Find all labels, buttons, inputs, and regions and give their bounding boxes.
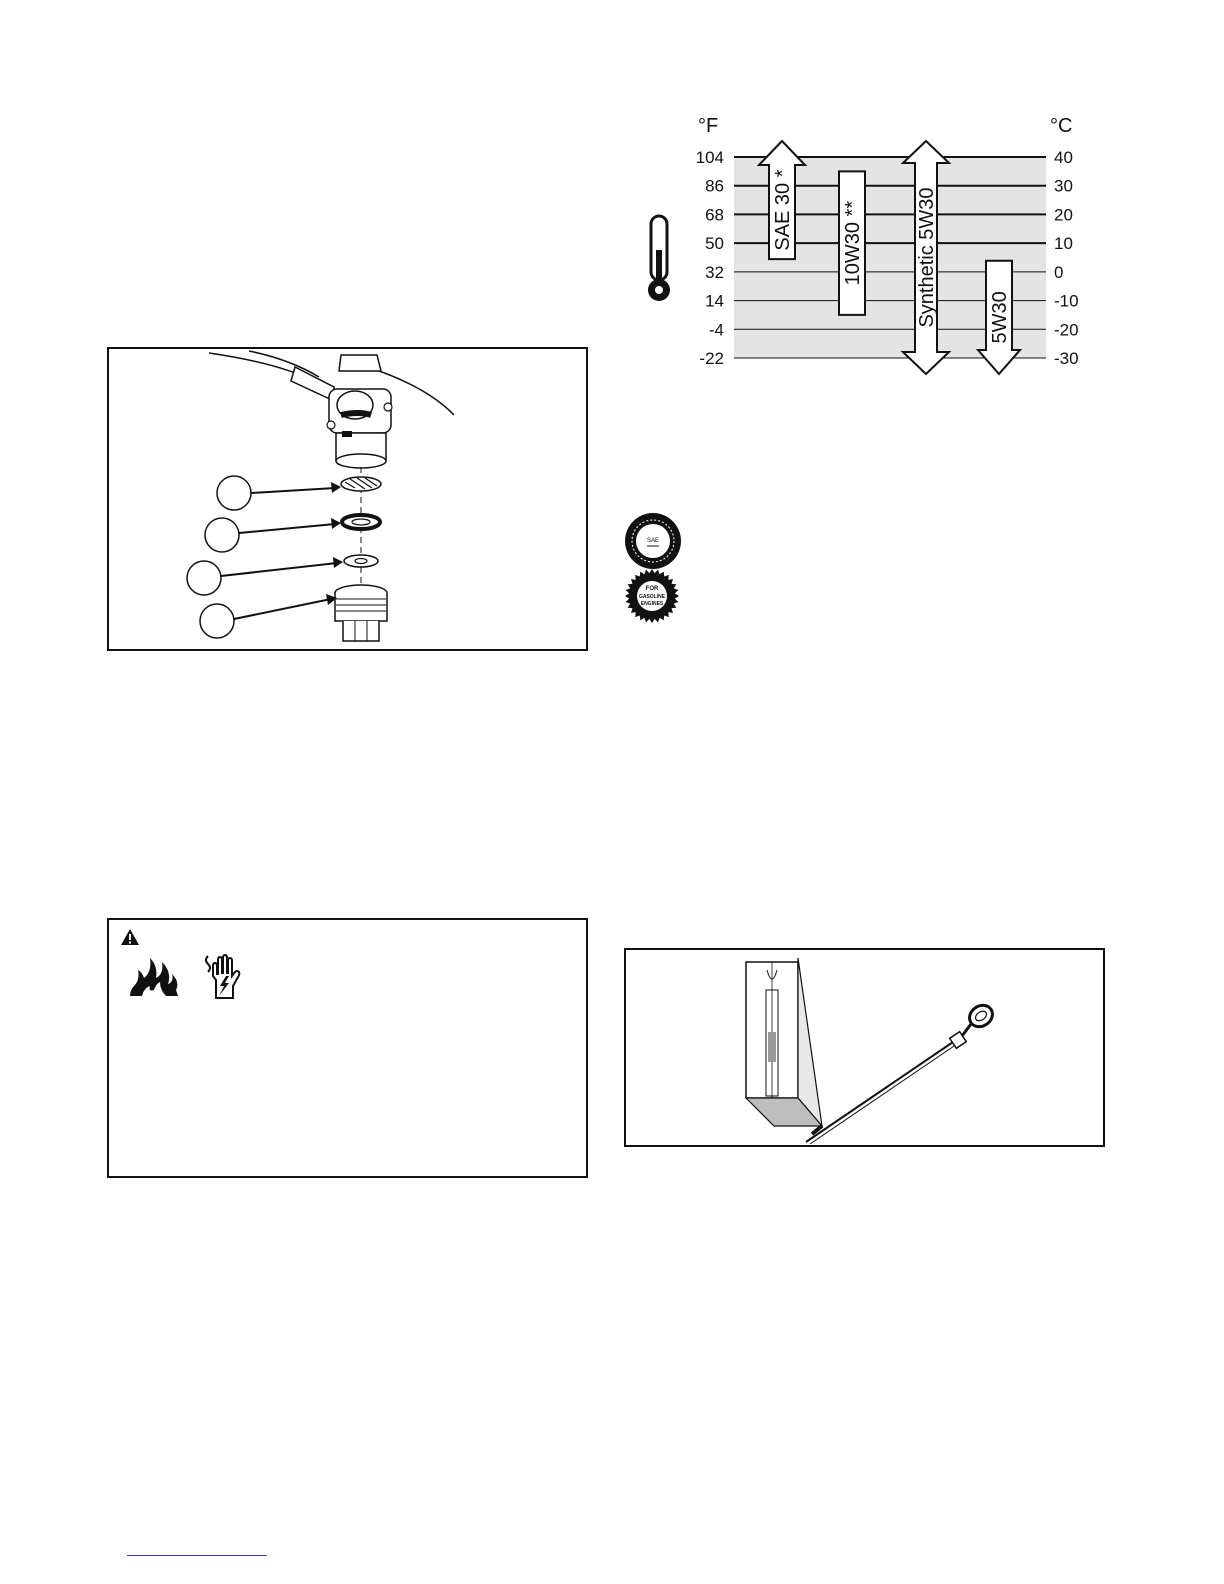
dipstick-illustration [626,950,1103,1145]
api-service-seal-icon [624,512,682,570]
api-starburst-icon [624,568,680,624]
oil-range-10w30-label: 10W30 ** [842,200,864,286]
fahrenheit-tick-label: -4 [708,320,724,340]
fahrenheit-tick-label: 104 [695,148,724,167]
dipstick-figure [624,948,1105,1147]
fahrenheit-tick-label: 86 [705,176,724,196]
oil-range-sae30-label: SAE 30 * [772,169,794,251]
celsius-tick-label: 20 [1054,205,1073,225]
thermometer-icon [648,216,670,301]
fahrenheit-tick-label: 50 [705,234,724,254]
fire-hazard-icon [126,956,182,998]
fahrenheit-tick-label: -22 [699,349,724,368]
celsius-tick-label: -30 [1054,349,1079,368]
sediment-bowl-illustration [109,349,586,649]
warning-triangle-icon [120,928,140,946]
footer-link-underline [127,1555,267,1556]
oil-viscosity-chart [640,100,1100,400]
fahrenheit-tick-label: 32 [705,262,724,282]
fahrenheit-unit-label: °F [698,115,719,137]
fahrenheit-tick-label: 14 [705,291,724,311]
sediment-bowl-figure [107,347,588,651]
starburst-line-3: ENGINES [640,601,664,607]
fahrenheit-tick-label: 68 [705,205,724,225]
celsius-tick-label: -20 [1054,320,1079,340]
seal-center-text: SAE [646,538,660,544]
oil-range-synthetic-5w30-label: Synthetic 5W30 [916,187,938,328]
celsius-tick-label: 10 [1054,234,1073,254]
warning-box [107,918,588,1178]
shock-hazard-icon [202,954,244,1000]
celsius-tick-label: 0 [1054,262,1064,282]
celsius-tick-label: 30 [1054,176,1073,196]
celsius-tick-label: 40 [1054,148,1073,167]
oil-range-5w30-label: 5W30 [989,291,1011,344]
starburst-line-1: FOR [645,586,659,592]
celsius-tick-label: -10 [1054,291,1079,311]
celsius-unit-label: °C [1050,115,1073,137]
starburst-line-2: GASOLINE [638,594,666,600]
